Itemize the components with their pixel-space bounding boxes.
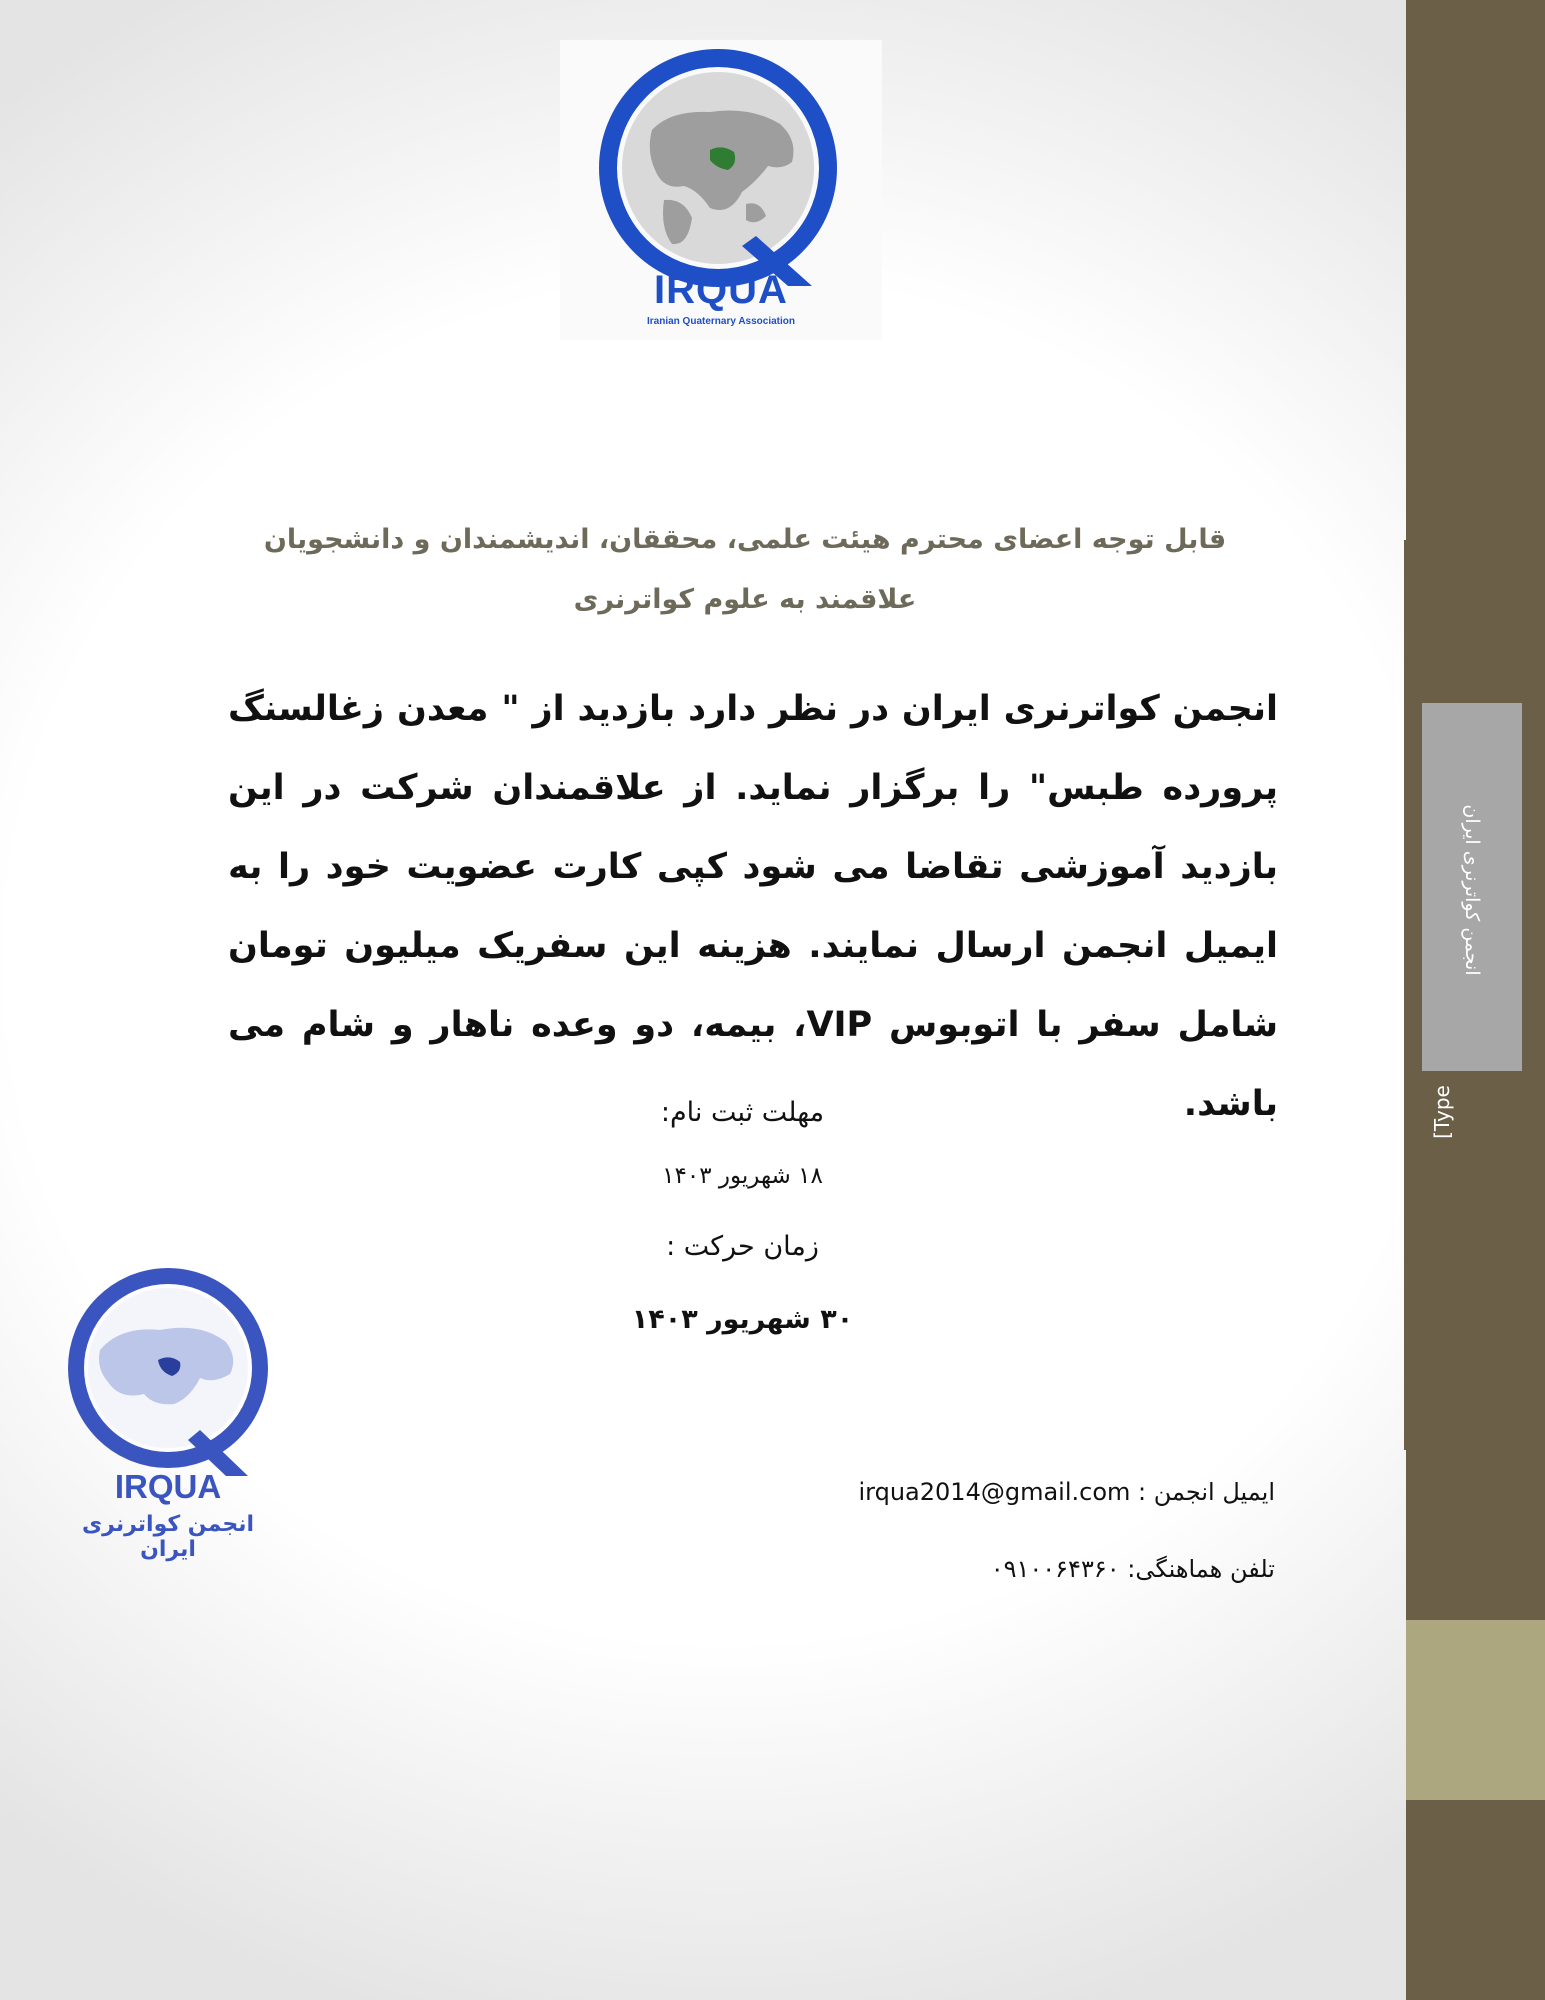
sidebar-title: انجمن کواترنری ایران [1461,804,1483,976]
email-address[interactable]: irqua2014@gmail.com [858,1478,1131,1506]
deadline-date: ۱۸ شهریور ۱۴۰۳ [662,1163,823,1189]
schedule-block [600,1085,885,1357]
association-stamp [50,1250,280,1562]
attention-heading: قابل توجه اعضای محترم هیئت علمی، محققان، اندیشمندان و دانشجویان علاقمند به علوم کواترنری [263,524,1227,615]
phone-label: تلفن هماهنگی: [1119,1555,1275,1583]
stamp-subtitle: انجمن کواترنری ایران [81,1512,255,1562]
deadline-label: مهلت ثبت نام: [660,1097,825,1128]
irqua-logo [560,40,882,340]
contact-email-line [700,1478,1275,1506]
announcement-paragraph: انجمن کواترنری ایران در نظر دارد بازدید از " معدن زغالسنگ پرورده طبس" را برگزار نماید. از علاقمندان شرکت در این بازدید آموزشی تقاضا می شود کپی کارت عضویت خود را به ایمیل انجمن ارسال نمایند. هزینه این سفریک میلیون تومان شامل سفر با اتوبوس VIP، بیمه، دو وعده ناهار و شام می باشد. [228,689,1278,1124]
departure-date: ۳۰ شهریور ۱۴۰۳ [631,1304,854,1335]
email-label: ایمیل انجمن : [1130,1478,1275,1506]
sidebar-edge-line [1404,540,1406,1450]
stamp-wordmark: IRQUA [114,1468,222,1505]
logo-tagline: Iranian Quaternary Association [646,316,795,327]
sidebar-placeholder-text: [Type [1430,1085,1454,1139]
sidebar-accent-strip [1406,1620,1545,1800]
phone-number[interactable]: ۰۹۱۰۰۶۴۳۶۰ [990,1555,1120,1583]
logo-wordmark: IRQUA [654,268,788,312]
contact-phone-line [700,1555,1275,1583]
departure-label: زمان حرکت : [666,1231,819,1262]
